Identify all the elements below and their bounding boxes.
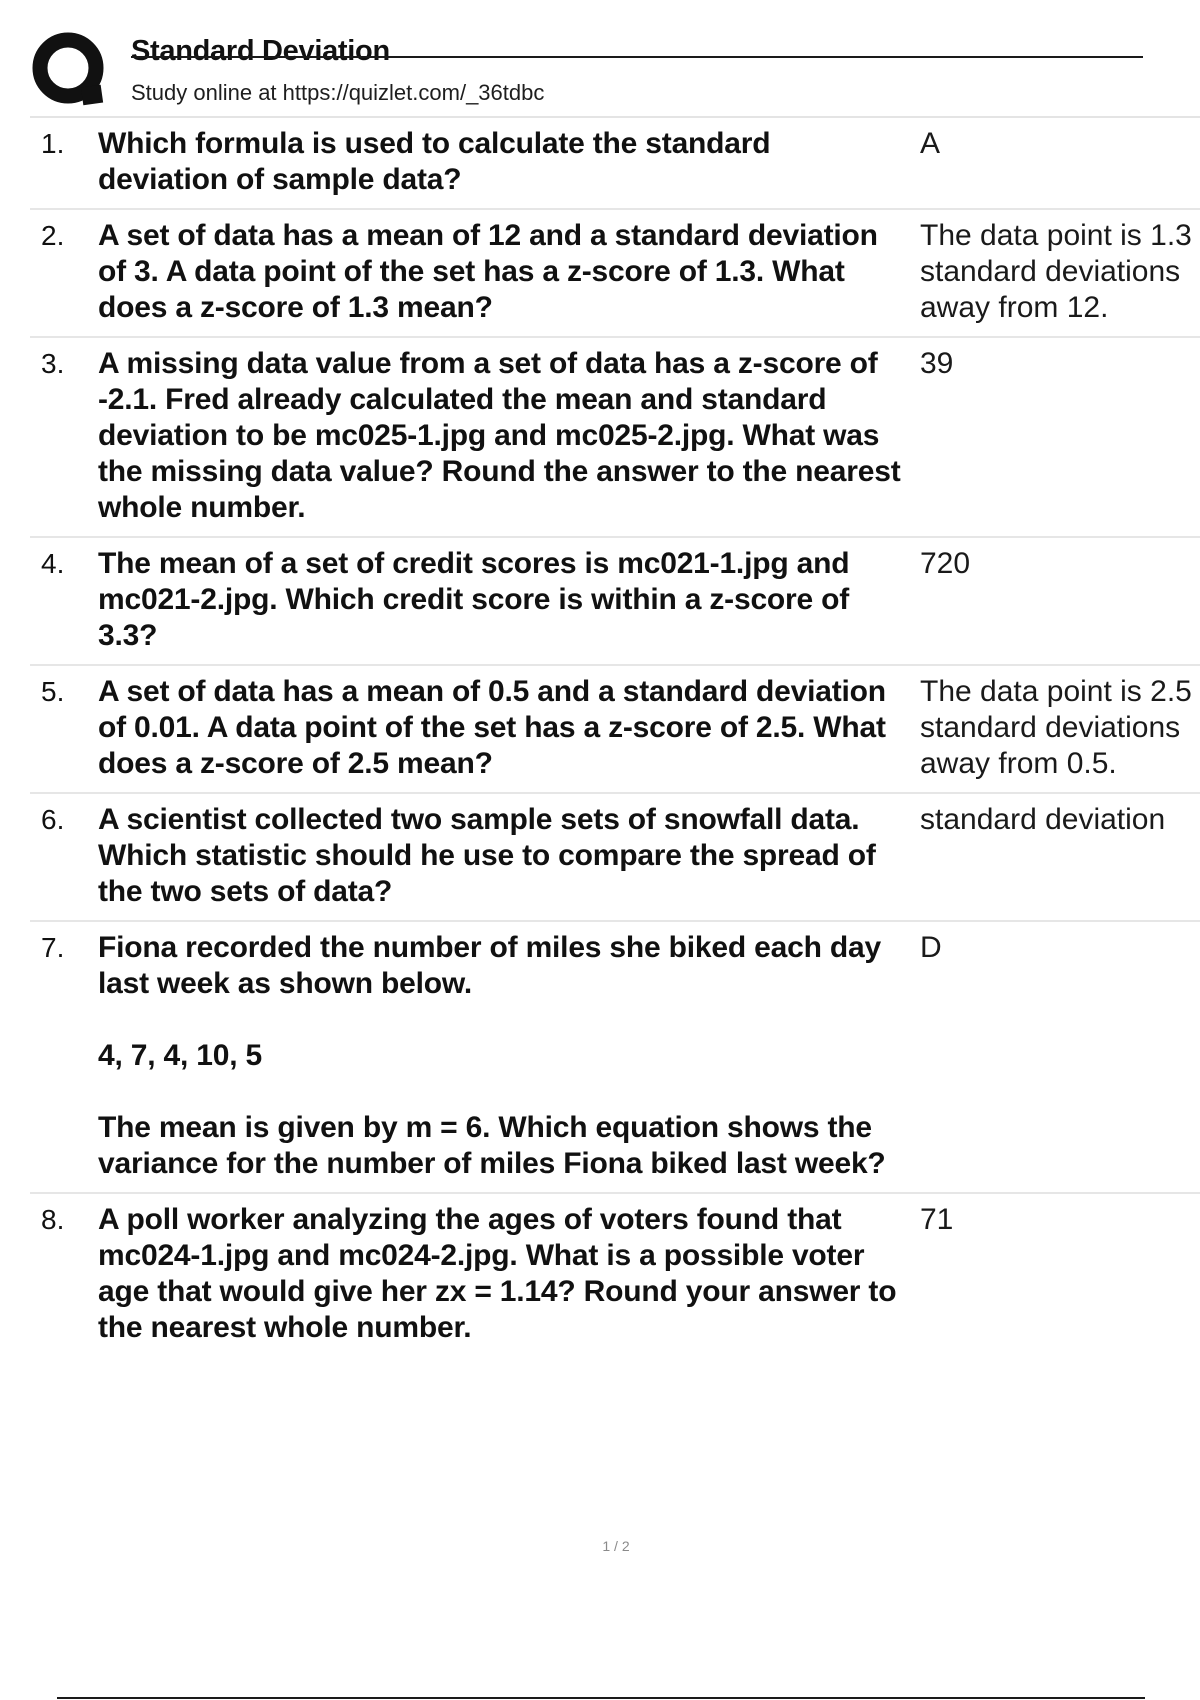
card-term (98, 674, 920, 782)
card-definition: 39 (920, 347, 954, 380)
flashcard-row (30, 210, 1200, 338)
card-number: 1. (41, 128, 65, 159)
flashcard-row (30, 538, 1200, 666)
card-term (98, 1202, 920, 1346)
card-term (98, 126, 920, 198)
term-paragraph: A scientist collected two sample sets of snowfall data. Which statistic should he use to compare the spread of the two sets of data? (98, 803, 876, 908)
card-term (98, 218, 920, 326)
document-header (0, 0, 1200, 118)
card-definition: 720 (920, 547, 971, 580)
term-paragraph: The mean of a set of credit scores is mc021-1.jpg and mc021-2.jpg. Which credit score is within a z-score of 3.3? (98, 547, 850, 652)
study-online-link[interactable]: Study online at https://quizlet.com/_36tdbc (131, 80, 545, 105)
card-term (98, 346, 920, 526)
flashcard-row (30, 118, 1200, 210)
flashcard-row (30, 1194, 1200, 1356)
flashcard-row (30, 922, 1200, 1194)
card-number: 4. (41, 548, 65, 579)
card-number: 7. (41, 932, 65, 963)
card-definition: The data point is 2.5 standard deviations away from 0.5. (920, 675, 1192, 780)
card-number: 5. (41, 676, 65, 707)
flashcard-row (30, 338, 1200, 538)
term-paragraph: A missing data value from a set of data has a z-score of -2.1. Fred already calculated the mean and standard deviation to be mc025-1.jpg and mc025-2.jpg. What was the missing data value? Round the answer to the nearest whole number. (98, 347, 901, 524)
term-paragraph: A set of data has a mean of 0.5 and a standard deviation of 0.01. A data point of the set has a z-score of 2.5. What does a z-score of 2.5 mean? (98, 675, 886, 780)
card-number: 2. (41, 220, 65, 251)
term-paragraph: A poll worker analyzing the ages of voters found that mc024-1.jpg and mc024-2.jpg. What is a possible voter age that would give her zx = 1.14? Round your answer to the nearest whole number. (98, 1203, 897, 1344)
flashcard-list (30, 118, 1200, 1356)
card-definition: The data point is 1.3 standard deviations away from 12. (920, 219, 1192, 324)
card-number: 6. (41, 804, 65, 835)
term-paragraph: Which formula is used to calculate the standard deviation of sample data? (98, 127, 771, 196)
card-definition: A (920, 127, 941, 160)
term-paragraph: A set of data has a mean of 12 and a standard deviation of 3. A data point of the set has a z-score of 1.3. What does a z-score of 1.3 mean? (98, 219, 878, 324)
card-number: 8. (41, 1204, 65, 1235)
title-rule (131, 56, 1143, 58)
card-term (98, 546, 920, 654)
term-paragraph: 4, 7, 4, 10, 5 (98, 1039, 262, 1072)
term-paragraph: The mean is given by m = 6. Which equation shows the variance for the number of miles Fiona biked last week? (98, 1111, 886, 1180)
card-number: 3. (41, 348, 65, 379)
card-definition: standard deviation (920, 803, 1166, 836)
card-term (98, 930, 920, 1182)
footer-rule (57, 1697, 1145, 1699)
flashcard-row (30, 794, 1200, 922)
page-number: 1 / 2 (602, 1538, 630, 1554)
card-definition: 71 (920, 1203, 954, 1236)
quizlet-logo-icon (30, 30, 114, 114)
document-title: Standard Deviation (131, 35, 390, 67)
card-term (98, 802, 920, 910)
flashcard-row (30, 666, 1200, 794)
term-paragraph: Fiona recorded the number of miles she biked each day last week as shown below. (98, 931, 881, 1000)
card-definition: D (920, 931, 942, 964)
